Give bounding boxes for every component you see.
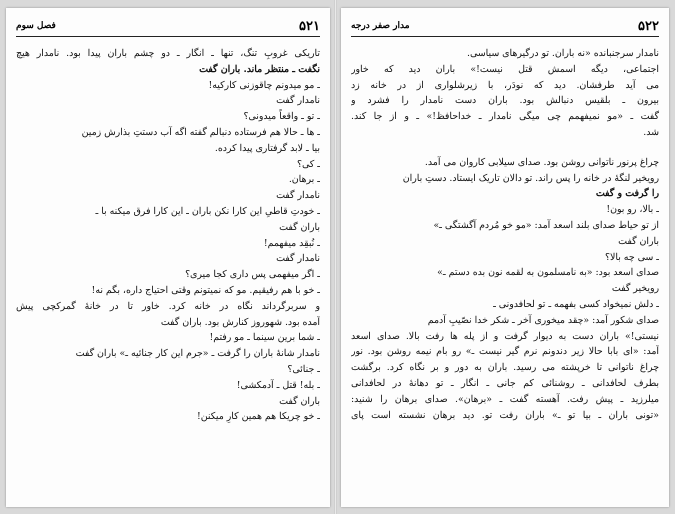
right-page-number: ۵۲۲	[638, 18, 659, 34]
text-line: آمده بود. شهوروز کنارش بود. باران گفت	[160, 316, 320, 328]
text-line: رویخیر لنگهٔ در خانه را پس راند. تو دالان تاریک ایستاد. دستِ باران	[402, 172, 659, 184]
text-line: ـ خودتِ قاطیِ این کارا نکن باران ـ این کارا فرق میکنه با ـ	[95, 205, 320, 217]
left-running-title: فصل سوم	[16, 21, 56, 31]
text-line: چراغ پرنور ناتوانی روشن بود. صدای سیلابی کاروان می آمد.	[424, 156, 659, 168]
text-line: میلرزید ـ پیش رفت. آهسته گفت ـ «برهان». صدای برهان را شنید:	[351, 393, 659, 405]
text-line: باران گفت	[618, 235, 659, 247]
text-line: بطرف لحافدانی ـ روشنائی کم جانی ـ انگار ـ تو دهانهٔ در لحافدانی	[351, 377, 659, 389]
text-line: ـ اگر میفهمی پس داری کجا میری؟	[185, 269, 320, 281]
left-page-header	[16, 16, 320, 37]
text-line: نامدار شانهٔ باران را گرفت ـ «جرم این کار جنائیه ـ» باران گفت	[75, 348, 320, 360]
right-page-body	[351, 46, 659, 497]
text-line: آمد: «ای بابا حالا زیر دندونم نرم گیر نیست ـ» رو بام نیمه روشن بود. نور	[351, 346, 659, 358]
text-line: ـ سی چه بالا؟	[605, 251, 659, 263]
book-spine	[334, 0, 337, 514]
text-line: نگفت ـ منتظر ماند. باران گفت	[199, 63, 320, 75]
text-line: را گرفت و گفت	[595, 188, 659, 200]
text-line: بیا ـ لابد گرفتاری پیدا کرده.	[214, 142, 320, 154]
right-running-title: مدار صفر درجه	[351, 21, 410, 31]
text-line: ـ کی؟	[297, 158, 320, 170]
text-line: نامدار گفت	[276, 253, 320, 265]
text-line: باران گفت	[279, 221, 320, 233]
text-line: باران گفت	[279, 395, 320, 407]
text-line: تاریکی غروبِ تنگ، تنها ـ انگار ـ دو چشم باران پیدا بود. نامدار هیچ	[16, 48, 320, 59]
text-line: ـ خو چریکا هم همین کارِ میکنن!	[197, 411, 320, 423]
text-line: چراغ ناتوانی تا خرپشته می رسید. باران به دور و بر نگاه کرد. برگشت	[351, 362, 659, 374]
text-line: ـ ها ـ حالا هم فرستاده دنبالم گفته اگه آب دستتِ بذارش زمین	[81, 126, 320, 138]
text-line: نامدار گفت	[276, 190, 320, 202]
text-line: رویخیر گفت	[611, 283, 659, 295]
text-line: گفت ـ «مو نمیفهمم چی میگی نامدار ـ خداحافظ!» ـ و از جا کند.	[351, 111, 659, 123]
text-line: «تونی باران ـ بیا تو ـ» باران رفت تو. دید برهان نشسته است پای	[351, 409, 659, 421]
text-line: از تو حیاط صدای بلند اسعد آمد: «مو خو مُردم آگشتگی ـ»	[433, 219, 659, 231]
text-line: صدای شکور آمد: «چقد میخوری آخر ـ شکر خدا نصّیبِ آدمم	[427, 314, 659, 326]
text-line: ـ مو میدونم چاقوزنی کارکیه!	[208, 79, 320, 91]
text-line: ـ جنائی؟	[287, 363, 320, 375]
right-page	[341, 8, 669, 507]
text-line: ـ دلش نمیخواد کسی بفهمه ـ تو لحافدونی ـ	[493, 298, 659, 310]
text-line: می آید طرفشان. دید که نودَر، با زیرشلواری از در خانه زد	[351, 79, 659, 91]
text-line: ـ خو با هم رفیقیم. مو که نمیتونم وقتی احتیاج داره، بگم نه!	[91, 284, 320, 296]
text-line: نیستی!» باران دست به دیوار گرفت و از پله ها رفت بالا. صدای اسعد	[351, 330, 659, 342]
text-line: نامدار سرجنبانده «نه باران. تو درگیرهای سیاسی.	[467, 48, 659, 59]
left-page-body	[16, 46, 320, 497]
text-line: شد.	[643, 126, 659, 138]
text-line: ـ بله! قتل ـ آدمکشی!	[236, 379, 320, 391]
left-page	[6, 8, 330, 507]
left-page-number: ۵۲۱	[299, 18, 320, 34]
text-line: ـ بالا، رو بون!	[606, 204, 659, 216]
right-page-header	[351, 16, 659, 37]
text-line: نامدار گفت	[276, 95, 320, 107]
text-line: ـ تو ـ واقعاً میدونی؟	[243, 111, 320, 123]
text-line: ـ نُبقِد میفهمم!	[263, 237, 320, 249]
text-line: ـ شما برین سینما ـ مو رفتم!	[209, 332, 320, 344]
text-line: ـ برهان.	[288, 174, 320, 186]
text-line: و سربرگرداند نگاه در خانه کرد. خاور تا در خانهٔ گمرکچی پیش	[16, 300, 320, 312]
text-line: بیرون ـ بلقیس دنبالش بود. باران دست نامدار را فشرد و	[351, 95, 659, 107]
text-line: اجتماعی، دیگه اسمش قتل نیست!» باران دید که خاور	[351, 63, 659, 75]
text-line: صدای اسعد بود: «به نامسلمون به لقمه نون بده دستم ـ»	[437, 267, 659, 279]
